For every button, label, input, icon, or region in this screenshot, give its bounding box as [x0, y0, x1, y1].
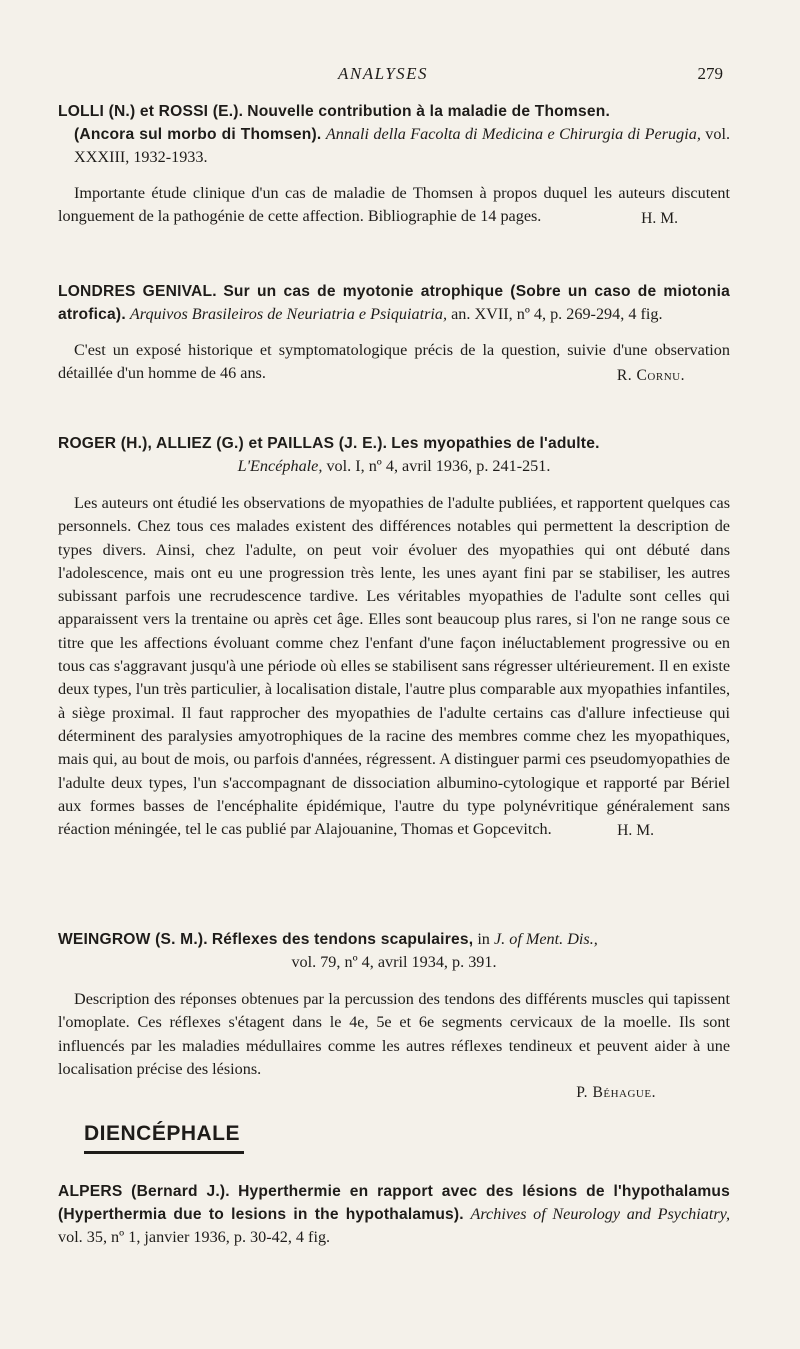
entry-reviewer: H. M.	[641, 209, 678, 227]
entry-details: vol. XXXIII, 1932-1933.	[74, 125, 731, 166]
page-number: 279	[697, 64, 723, 83]
entry-title: Hyperthermie en rapport avec des lésions de l'hypothalamus (Hyperthermia due to lesions in the hypothalamus).	[58, 1183, 730, 1223]
entry-source-prefix: in	[477, 930, 490, 948]
section-heading-rule	[84, 1151, 244, 1154]
reference-citation	[58, 928, 730, 974]
entry-title: Sur un cas de myotonie atrophique (Sobre un caso de miotonia atrofica).	[58, 283, 731, 323]
entry-source: Arquivos Brasileiros de Neuriatria e Psiquiatria,	[129, 305, 448, 323]
entry-authors: ROGER (H.), ALLIEZ (G.) et PAILLAS (J. E.).	[58, 435, 388, 452]
entry-details: an. XVII, nº 4, p. 269-294, 4 fig.	[451, 305, 663, 323]
entry-abstract: Les auteurs ont étudié les observations de myopathies de l'adulte publiées, et rapportent quelques cas personnels. Chez tous ces malades existent des différences notables qui permettent la description de types divers. Ainsi, chez l'adulte, on peut voir évoluer des myopathies qui ont débuté dans l'adolescence, mais ont eu une progression très lente, les unes ayant fini par se stabiliser, les autres subissant parfois une recrudescence tardive. Les véritables myopathies de l'adulte sont celles qui apparaissent vers la trentaine ou après cet âge. Elles sont beaucoup plus rares, si l'on ne range sous ce titre que les affections évoluant comme chez l'enfant d'une façon inéluctablement progressive ou en tous cas s'aggravant jusqu'à une période où elles se stabilisent sans régresser ultérieurement. Il en existe deux types, l'un très particulier, à localisation distale, l'autre plus comparable aux myopathies infantiles, à siège proximal. Il faut rapprocher des myopathies de l'adulte certains cas d'allure infectieuse qui déterminent des paralysies amyotrophiques de la racine des membres comme chez les myopathiques, mais qui, au bout de mois, ou parfois d'années, régressent. A distinguer parmi ces pseudomyopathies de l'adulte deux types, l'un s'accompagnant de dissociation albumino-cytologique et rapporté par Bériel aux formes basses de l'encéphalite épidémique, l'autre du type polynévritique généralement sans réaction méningée, tel le cas publié par Alajouanine, Thomas et Gopcevitch.	[58, 494, 730, 839]
entry-title: Réflexes des tendons scapulaires,	[211, 931, 474, 948]
entry-source: Archives of Neurology and Psychiatry,	[470, 1205, 730, 1223]
entry-authors: LONDRES GENIVAL.	[58, 283, 217, 300]
entry-details: vol. 35, nº 1, janvier 1936, p. 30-42, 4 fig.	[58, 1228, 331, 1246]
entry-abstract: Description des réponses obtenues par la percussion des tendons des différents muscles qui tapissent l'omoplate. Ces réflexes s'étagent dans le 4e, 5e et 6e segments cervicaux de la moelle. Ils sont influencés par les maladies médullaires comme les autres réflexes tendineux et peuvent aider à une localisation précise des lésions.	[58, 990, 730, 1078]
running-head-title: ANALYSES	[338, 64, 429, 83]
reference-citation	[58, 280, 730, 326]
entry-details: vol. I, nº 4, avril 1936, p. 241-251.	[326, 457, 551, 475]
entry-source: Annali della Facolta di Medicina e Chirurgia di Perugia,	[325, 125, 701, 143]
entry-abstract: Importante étude clinique d'un cas de maladie de Thomsen à propos duquel les auteurs discutent longuement de la pathogénie de cette affection. Bibliographie de 14 pages.	[58, 184, 730, 226]
entry-authors: WEINGROW (S. M.).	[58, 931, 208, 948]
entry-reviewer: H. M.	[617, 822, 654, 840]
entry-reviewer: R. Cornu.	[616, 366, 685, 384]
review-entry-weingrow	[58, 928, 730, 1104]
running-head	[0, 64, 800, 86]
entry-title: Les myopathies de l'adulte.	[391, 435, 600, 452]
reference-citation	[58, 1180, 730, 1249]
entry-title: Nouvelle contribution à la maladie de Thomsen.	[247, 103, 610, 120]
reference-citation	[58, 432, 730, 478]
entry-source: L'Encéphale,	[237, 457, 323, 475]
entry-details: vol. 79, nº 4, avril 1934, p. 391.	[291, 953, 497, 971]
review-entry-alpers	[58, 1180, 730, 1249]
entry-title-translation: (Ancora sul morbo di Thomsen).	[74, 126, 322, 143]
entry-reviewer: P. Béhague.	[576, 1084, 656, 1102]
review-entry-londres-genival	[58, 280, 730, 387]
entry-authors: LOLLI (N.) et ROSSI (E.).	[58, 103, 244, 120]
entry-abstract: C'est un exposé historique et symptomatologique précis de la question, suivie d'une observation détaillée d'un homme de 46 ans.	[58, 341, 730, 383]
section-heading: DIENCÉPHALE	[84, 1122, 241, 1145]
review-entry-roger-alliez-paillas	[58, 432, 730, 842]
entry-authors: ALPERS (Bernard J.).	[58, 1183, 230, 1200]
review-entry-lolli-rossi	[58, 100, 730, 230]
entry-source: J. of Ment. Dis.,	[493, 930, 598, 948]
reference-citation	[58, 100, 730, 169]
